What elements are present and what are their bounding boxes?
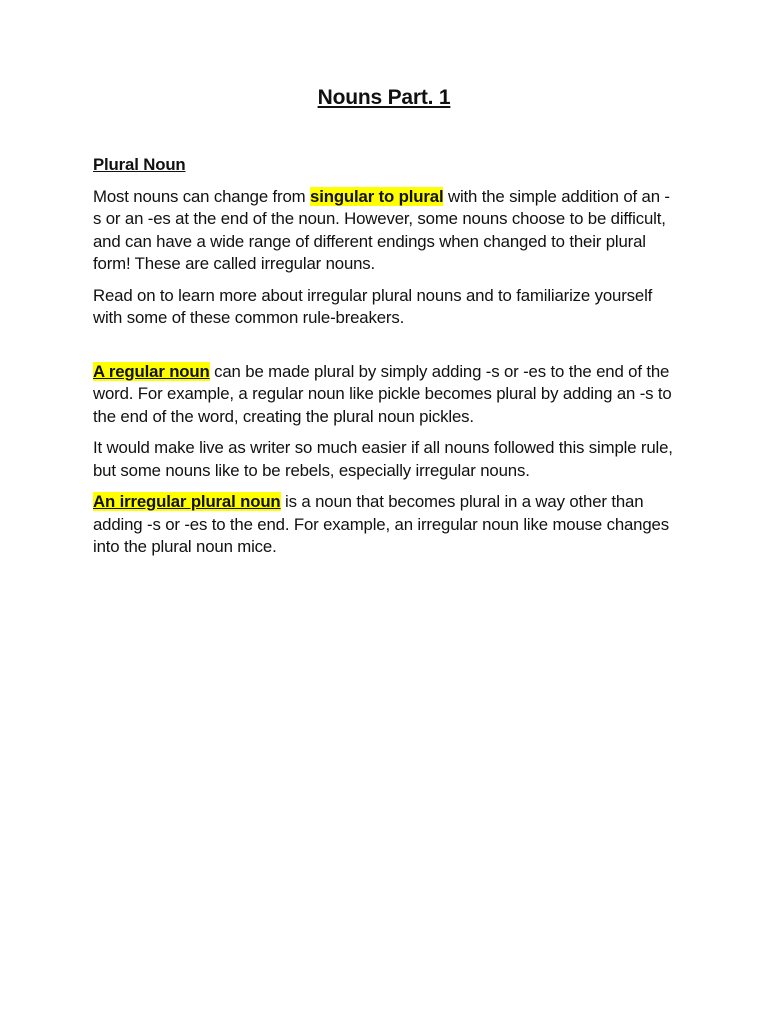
highlighted-term: An irregular plural noun xyxy=(93,492,281,511)
paragraph-text: is a noun that becomes plural in a way other than adding -s or -es to the end. For example, an irregular noun like mouse changes into the plural noun mice. xyxy=(93,492,669,556)
highlighted-term: A regular noun xyxy=(93,361,210,381)
document-body xyxy=(93,154,678,568)
paragraph-text: can be made plural by simply adding -s or -es to the end of the word. For example, a regular noun like pickle becomes plural by adding an -s to the end of the word, creating the plural noun pickles. xyxy=(93,361,672,426)
paragraph-irregular-noun xyxy=(93,491,678,559)
page-title: Nouns Part. 1 xyxy=(317,86,451,109)
section-heading: Plural Noun xyxy=(93,155,186,174)
paragraph-read-on: Read on to learn more about irregular plural nouns and to familiarize yourself with some of these common rule-breakers. xyxy=(93,285,653,327)
paragraph-text: Most nouns can change from xyxy=(93,186,311,206)
highlighted-phrase: singular to plural xyxy=(310,186,444,206)
paragraph-spacer xyxy=(93,339,678,361)
paragraph-singular-to-plural xyxy=(93,186,678,276)
paragraph-regular-noun xyxy=(93,361,678,429)
paragraph-rule: It would make live as writer so much easier if all nouns followed this simple rule, but some nouns like to be rebels, especially irregular nouns. xyxy=(93,438,673,480)
paragraph-text: with the simple addition of an -s or an -es at the end of the noun. However, some nouns choose to be difficult, and can have a wide range of different endings when changed to their plural form! These are called irregular nouns. xyxy=(93,186,670,273)
